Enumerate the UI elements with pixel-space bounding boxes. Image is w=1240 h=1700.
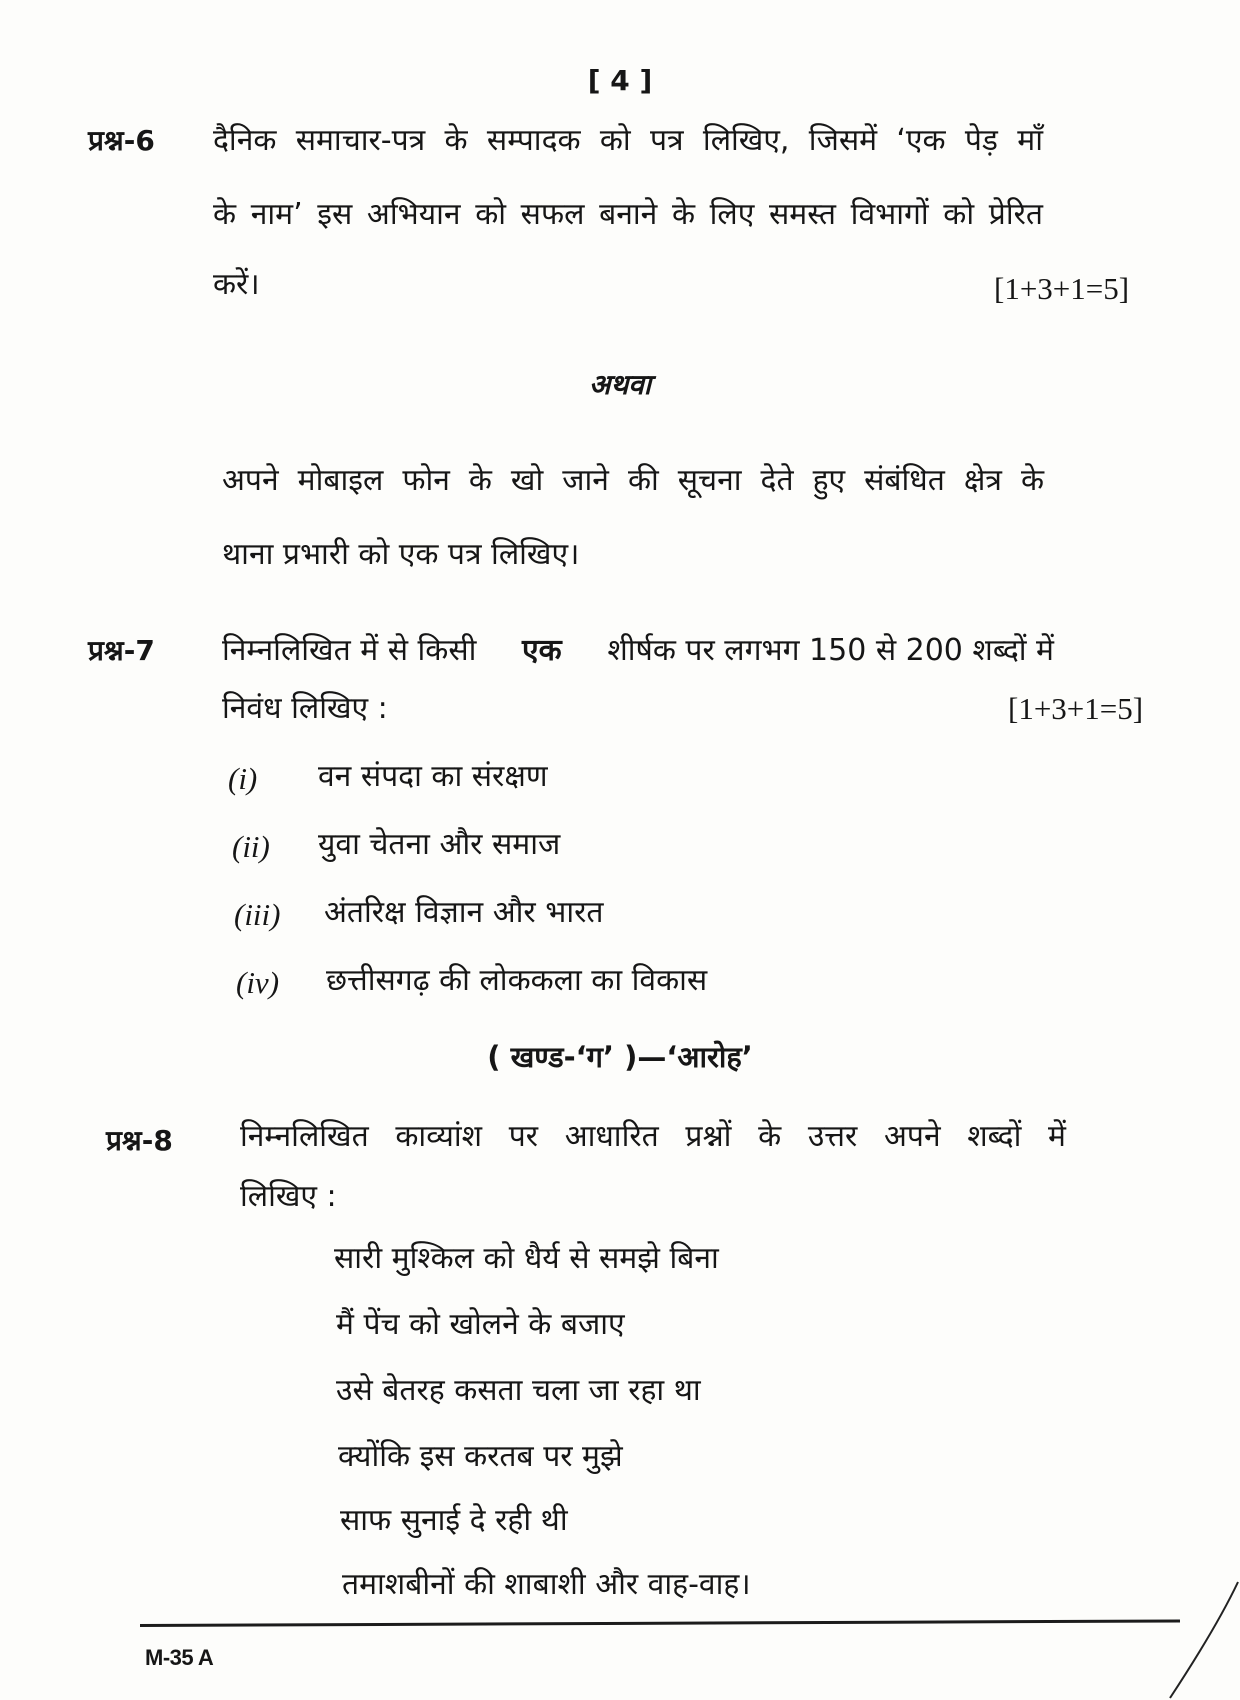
question-7-line-2: निवंध लिखिए :: [222, 691, 388, 726]
question-8-line-1: निम्नलिखित काव्यांश पर आधारित प्रश्नों के उत्तर अपने शब्दों में: [240, 1119, 1066, 1154]
question-7-line-1-bold: एक: [522, 633, 562, 668]
question-6-line-3: करें।: [213, 267, 260, 302]
option-numeral: (i): [228, 761, 258, 796]
footer-rule: [140, 1619, 1180, 1627]
option-text: वन संपदा का संरक्षण: [318, 759, 548, 794]
option-numeral: (iv): [236, 965, 280, 1000]
footer-code: M-35 A: [145, 1645, 214, 1670]
pen-stroke-mark: [1150, 1580, 1240, 1700]
poem-line: साफ सुनाई दे रही थी: [340, 1503, 568, 1538]
poem-line: मैं पेंच को खोलने के बजाए: [336, 1307, 625, 1342]
question-6-alt-line-2: थाना प्रभारी को एक पत्र लिखिए।: [222, 537, 580, 572]
question-7-label: प्रश्न-7: [88, 634, 155, 667]
option-text: छत्तीसगढ़ की लोककला का विकास: [326, 963, 708, 998]
option-numeral: (iii): [234, 897, 281, 932]
poem-line: क्योंकि इस करतब पर मुझे: [338, 1439, 623, 1474]
question-8-label: प्रश्न-8: [106, 1124, 173, 1157]
poem-line: उसे बेतरह कसता चला जा रहा था: [336, 1373, 701, 1408]
question-7-line-1: [222, 632, 1054, 670]
question-6-line-2: के नाम’ इस अभियान को सफल बनाने के लिए समस्त विभागों को प्रेरित: [213, 197, 1043, 232]
option-text: अंतरिक्ष विज्ञान और भारत: [324, 895, 604, 930]
question-8-line-2: लिखिए :: [240, 1179, 337, 1214]
question-6-label: प्रश्न-6: [88, 124, 155, 157]
option-text: युवा चेतना और समाज: [318, 827, 561, 862]
poem-line: तमाशबीनों की शाबाशी और वाह-वाह।: [342, 1567, 751, 1602]
poem-line: सारी मुश्किल को धैर्य से समझे बिना: [334, 1241, 719, 1276]
option-numeral: (ii): [232, 829, 270, 864]
question-6-line-1: दैनिक समाचार-पत्र के सम्पादक को पत्र लिखिए, जिसमें ‘एक पेड़ माँ: [213, 123, 1043, 158]
question-7-marks: [1+3+1=5]: [1008, 691, 1144, 726]
question-6-marks: [1+3+1=5]: [994, 271, 1130, 306]
page-number: [ 4 ]: [587, 64, 653, 97]
section-heading: ( खण्ड-‘ग’ )—‘आरोह’: [487, 1040, 753, 1074]
question-7-line-1-post: शीर्षक पर लगभग 150 से 200 शब्दों में: [607, 633, 1054, 668]
athva-divider: अथवा: [588, 368, 652, 401]
question-7-line-1-pre: निम्नलिखित में से किसी: [222, 633, 477, 668]
question-6-alt-line-1: अपने मोबाइल फोन के खो जाने की सूचना देते हुए संबंधित क्षेत्र के: [222, 463, 1044, 498]
